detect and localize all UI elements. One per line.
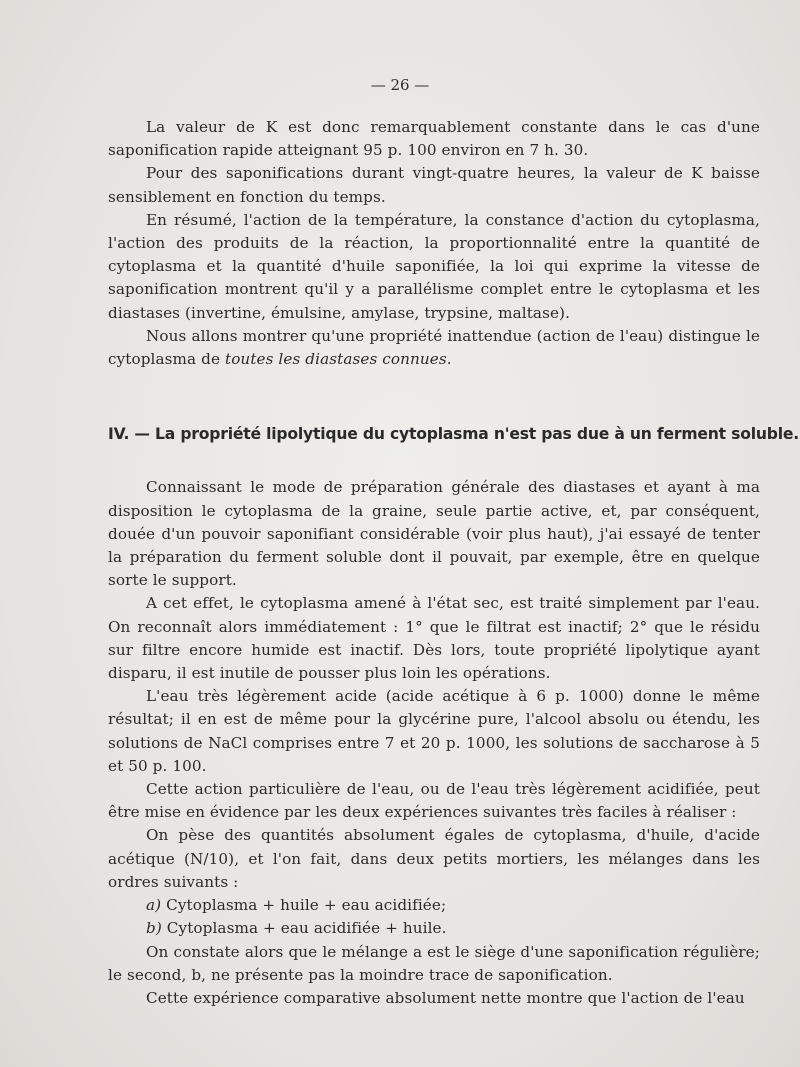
paragraph-acid-water: L'eau très légèrement acide (acide acétique à 6 p. 1000) donne le même résultat; il en est de même pour la glycérine pure, l'alcool absolu ou étendu, les solutions de NaCl comprises entre 7 et 20 p. 1000, les solutions de saccharose à 5 et 50 p. 100. — [108, 687, 760, 775]
page-body — [108, 116, 800, 1010]
paragraph-k-constant: La valeur de K est donc remarquablement constante dans le cas d'une saponification rapide atteignant 95 p. 100 environ en 7 h. 30. — [108, 118, 760, 160]
paragraph-water-action-text: Nous allons montrer qu'une propriété inattendue (action de l'eau) distingue le cytoplasma de — [108, 326, 760, 369]
paragraph-water-action — [108, 325, 760, 371]
paragraph-experiments-intro: Cette action particulière de l'eau, ou de l'eau très légèrement acidifiée, peut être mise en évidence par les deux expériences suivantes très faciles à réaliser : — [108, 780, 760, 822]
list-marker-b: b) — [146, 919, 162, 938]
paragraph-preparation: Connaissant le mode de préparation générale des diastases et ayant à ma disposition le cytoplasma de la graine, seule partie active, et, par conséquent, douée d'un pouvoir saponifiant considérable (voir plus haut), j'ai essayé de tenter la préparation du ferment soluble dont il pouvait, par exemple, être en quelque sorte le support. — [108, 478, 760, 590]
page-number: — 26 — — [370, 76, 430, 94]
paragraph-observation: On constate alors que le mélange a est le siège d'une saponification régulière; le second, b, ne présente pas la moindre trace de saponification. — [108, 942, 760, 984]
section-heading: IV. — La propriété lipolytique du cytoplasma n'est pas due à un ferment soluble. — [108, 425, 800, 444]
paragraph-conclusion-start: Cette expérience comparative absolument nette montre que l'action de l'eau — [146, 988, 745, 1007]
list-text-a: Cytoplasma + huile + eau acidifiée; — [161, 896, 447, 915]
paragraph-summary: En résumé, l'action de la température, la constance d'action du cytoplasma, l'action des produits de la réaction, la proportionnalité entre la quantité de cytoplasma et la quantité d'huile saponifiée, la loi qui exprime la vitesse de saponification montrent qu'il y a parallélisme complet entre le cytoplasma et les diastases (invertine, émulsine, amylase, trypsine, maltase). — [108, 210, 760, 322]
list-item-a — [108, 894, 760, 917]
list-marker-a: a) — [146, 896, 162, 915]
paragraph-water-action-emphasis: toutes les diastases connues. — [224, 350, 452, 369]
paragraph-k-decrease: Pour des saponifications durant vingt-quatre heures, la valeur de K baisse sensiblement en fonction du temps. — [108, 164, 760, 206]
list-text-b: Cytoplasma + eau acidifiée + huile. — [161, 919, 447, 938]
list-item-b — [108, 917, 760, 940]
paragraph-weighing: On pèse des quantités absolument égales de cytoplasma, d'huile, d'acide acétique (N/10), et l'on fait, dans deux petits mortiers, les mélanges dans les ordres suivants : — [108, 826, 760, 891]
paragraph-dry-cytoplasm: A cet effet, le cytoplasma amené à l'état sec, est traité simplement par l'eau. On reconnaît alors immédiatement : 1° que le filtrat est inactif; 2° que le résidu sur filtre encore humide est inactif. Dès lors, toute propriété lipolytique ayant disparu, il est inutile de pousser plus loin les opérations. — [108, 594, 760, 683]
